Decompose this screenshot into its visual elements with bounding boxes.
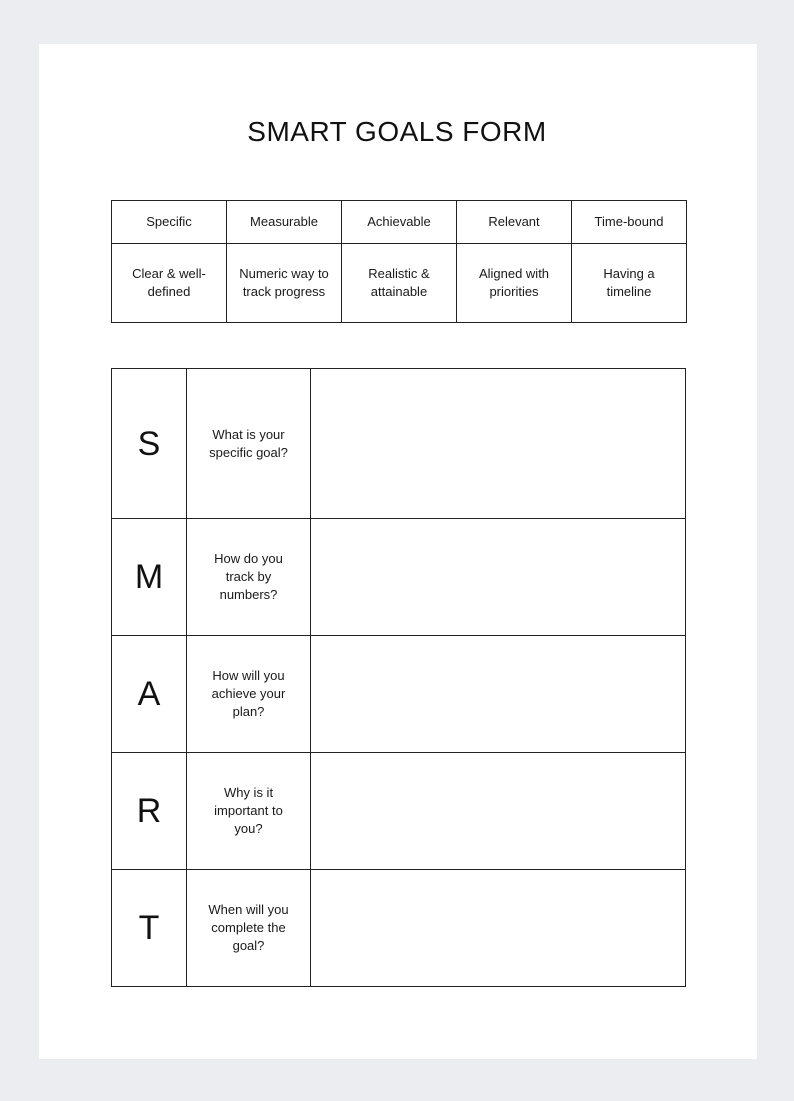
answer-field-relevant[interactable] bbox=[311, 753, 686, 870]
summary-header-row bbox=[112, 201, 687, 244]
summary-header-relevant: Relevant bbox=[457, 201, 572, 244]
row-prompt-relevant: Why is it important to you? bbox=[187, 753, 311, 870]
answer-field-specific[interactable] bbox=[311, 369, 686, 519]
row-letter-r: R bbox=[112, 753, 187, 870]
summary-desc-time-bound: Having a timeline bbox=[572, 244, 687, 323]
row-prompt-specific: What is your specific goal? bbox=[187, 369, 311, 519]
summary-desc-measurable: Numeric way to track progress bbox=[227, 244, 342, 323]
smart-goals-worksheet bbox=[111, 368, 686, 987]
smart-summary-table bbox=[111, 200, 687, 323]
row-letter-m: M bbox=[112, 519, 187, 636]
row-prompt-achievable: How will you achieve your plan? bbox=[187, 636, 311, 753]
summary-desc-specific: Clear & well-defined bbox=[112, 244, 227, 323]
table-row bbox=[112, 519, 686, 636]
table-row bbox=[112, 753, 686, 870]
table-row bbox=[112, 369, 686, 519]
row-prompt-time-bound: When will you complete the goal? bbox=[187, 870, 311, 987]
row-letter-s: S bbox=[112, 369, 187, 519]
summary-header-measurable: Measurable bbox=[227, 201, 342, 244]
table-row bbox=[112, 636, 686, 753]
summary-header-achievable: Achievable bbox=[342, 201, 457, 244]
summary-desc-relevant: Aligned with priorities bbox=[457, 244, 572, 323]
row-prompt-measurable: How do you track by numbers? bbox=[187, 519, 311, 636]
answer-field-measurable[interactable] bbox=[311, 519, 686, 636]
page-title: SMART GOALS FORM bbox=[247, 116, 547, 147]
row-letter-a: A bbox=[112, 636, 187, 753]
answer-field-time-bound[interactable] bbox=[311, 870, 686, 987]
summary-description-row bbox=[112, 244, 687, 323]
summary-header-specific: Specific bbox=[112, 201, 227, 244]
answer-field-achievable[interactable] bbox=[311, 636, 686, 753]
table-row bbox=[112, 870, 686, 987]
summary-header-time-bound: Time-bound bbox=[572, 201, 687, 244]
summary-desc-achievable: Realistic & attainable bbox=[342, 244, 457, 323]
row-letter-t: T bbox=[112, 870, 187, 987]
